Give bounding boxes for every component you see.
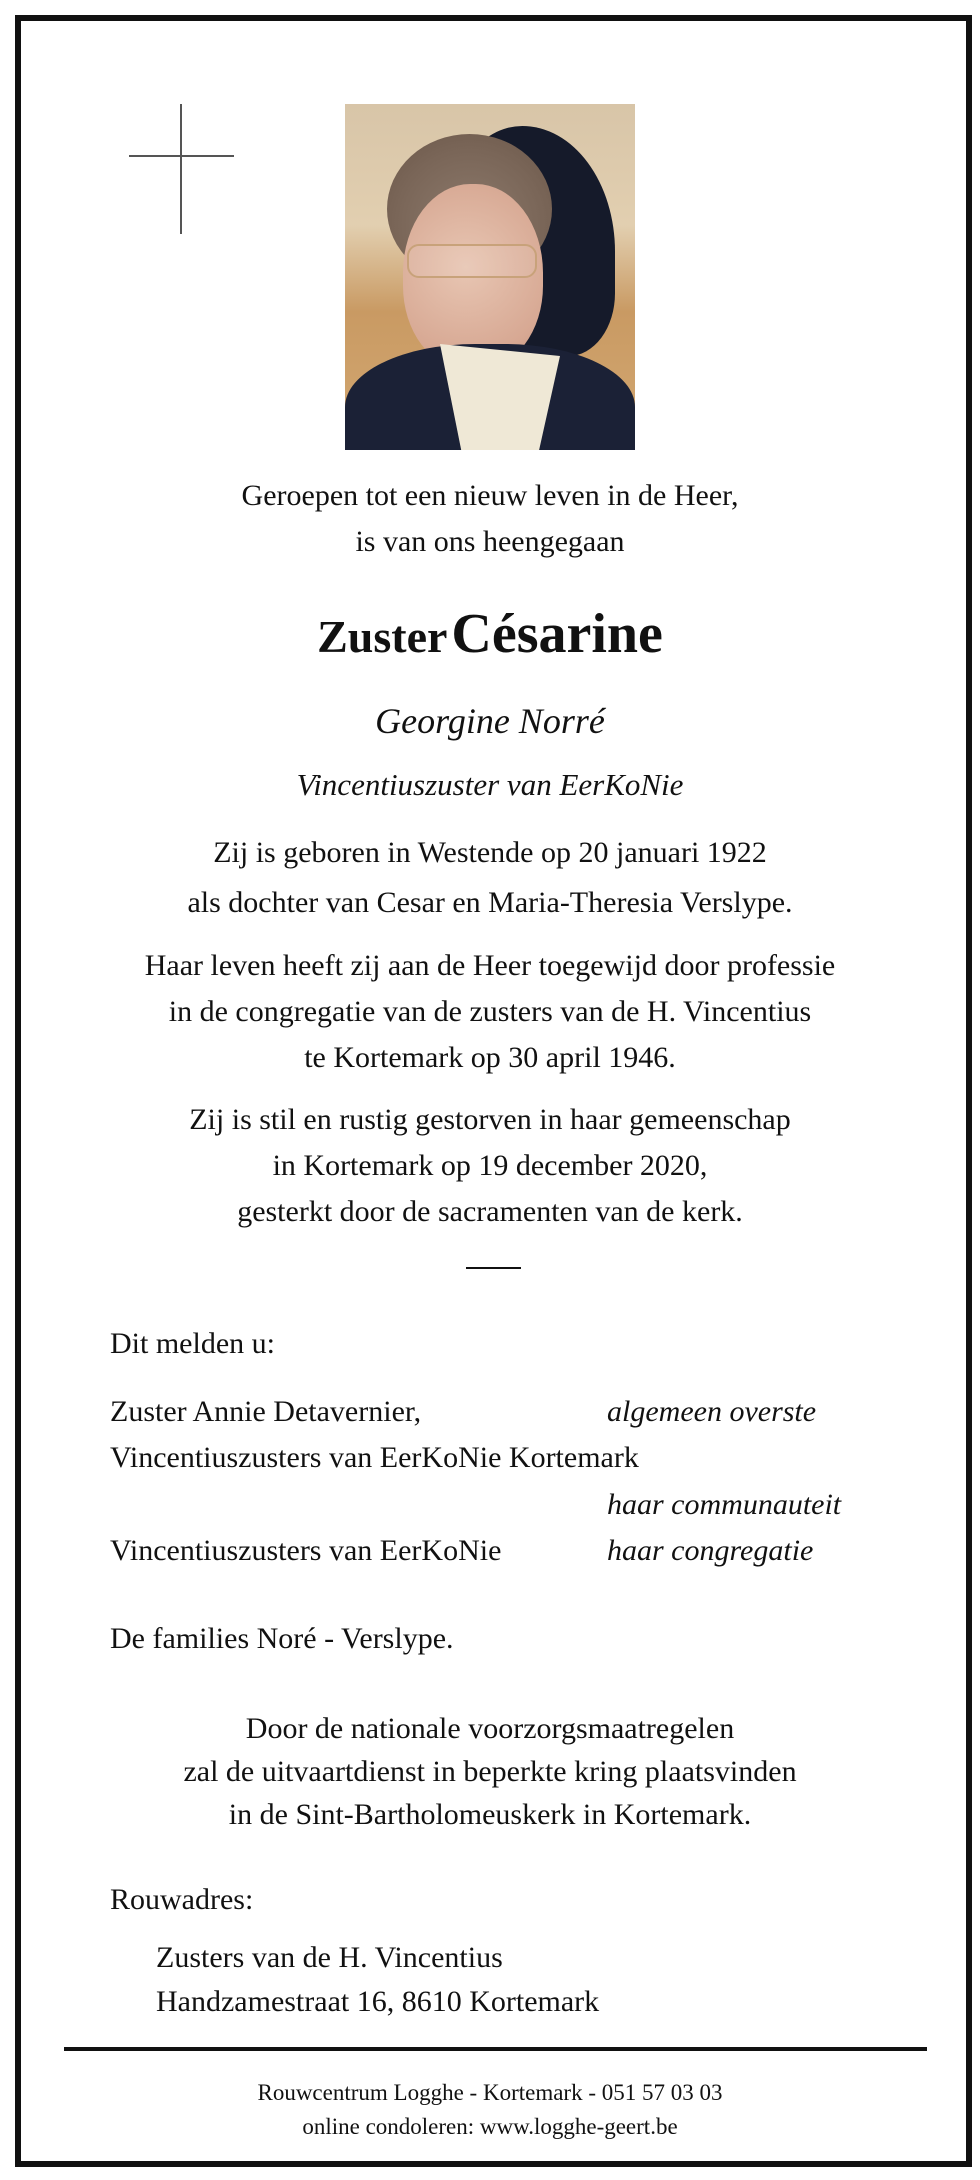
paragraph-line: te Kortemark op 30 april 1946. (304, 1041, 676, 1074)
announcer-name: Zuster Annie Detavernier, (110, 1395, 422, 1428)
intro-line: Geroepen tot een nieuw leven in de Heer, (241, 479, 739, 512)
paragraph-profession (0, 943, 980, 1081)
footer-rule (64, 2047, 927, 2051)
civil-name: Georgine Norré (375, 701, 605, 741)
families: De families Noré - Verslype. (110, 1622, 454, 1655)
paragraph-line: gesterkt door de sacramenten van de kerk. (237, 1195, 743, 1228)
intro-line: is van ons heengegaan (355, 525, 625, 558)
paragraph-birth (0, 828, 980, 928)
paragraph-line: Zij is stil en rustig gestorven in haar gemeenschap (189, 1103, 791, 1136)
address (156, 1936, 599, 2024)
address-line: Handzamestraat 16, 8610 Kortemark (156, 1985, 600, 2018)
paragraph-line: in Kortemark op 19 december 2020, (272, 1149, 708, 1182)
paragraph-line: Haar leven heeft zij aan de Heer toegewijd door professie (144, 949, 836, 982)
funeral-home-info: Rouwcentrum Logghe - Kortemark - 051 57 03 03 (257, 2080, 723, 2105)
announcer-role: haar communauteit (607, 1488, 842, 1521)
announcer-role: algemeen overste (607, 1395, 817, 1428)
announce-label: Dit melden u: (110, 1327, 275, 1360)
announcer-name: Vincentiuszusters van EerKoNie (110, 1534, 502, 1567)
notice-line: zal de uitvaartdienst in beperkte kring plaatsvinden (183, 1755, 797, 1788)
funeral-notice (0, 1707, 980, 1836)
footer (0, 2076, 980, 2144)
portrait-photo (345, 104, 635, 450)
name-main: Césarine (451, 603, 663, 665)
paragraph-death (0, 1097, 980, 1235)
condolence-link[interactable]: online condoleren: www.logghe-geert.be (302, 2114, 678, 2139)
separator-dash (466, 1267, 521, 1269)
deceased-name (0, 598, 980, 684)
paragraph-line: in de congregatie van de zusters van de H. Vincentius (168, 995, 812, 1028)
order-name: Vincentiuszuster van EerKoNie (296, 767, 684, 802)
notice-line: Door de nationale voorzorgsmaatregelen (245, 1712, 735, 1745)
announcer-role: haar congregatie (607, 1534, 814, 1567)
announcer-name: Vincentiuszusters van EerKoNie Kortemark (110, 1441, 639, 1474)
address-line: Zusters van de H. Vincentius (156, 1941, 503, 1974)
address-label: Rouwadres: (110, 1883, 254, 1916)
intro-text (0, 473, 980, 565)
name-prefix: Zuster (317, 611, 448, 662)
paragraph-line: Zij is geboren in Westende op 20 januari 1922 (213, 836, 767, 869)
paragraph-line: als dochter van Cesar en Maria-Theresia Verslype. (187, 886, 793, 919)
notice-line: in de Sint-Bartholomeuskerk in Kortemark. (228, 1798, 752, 1831)
